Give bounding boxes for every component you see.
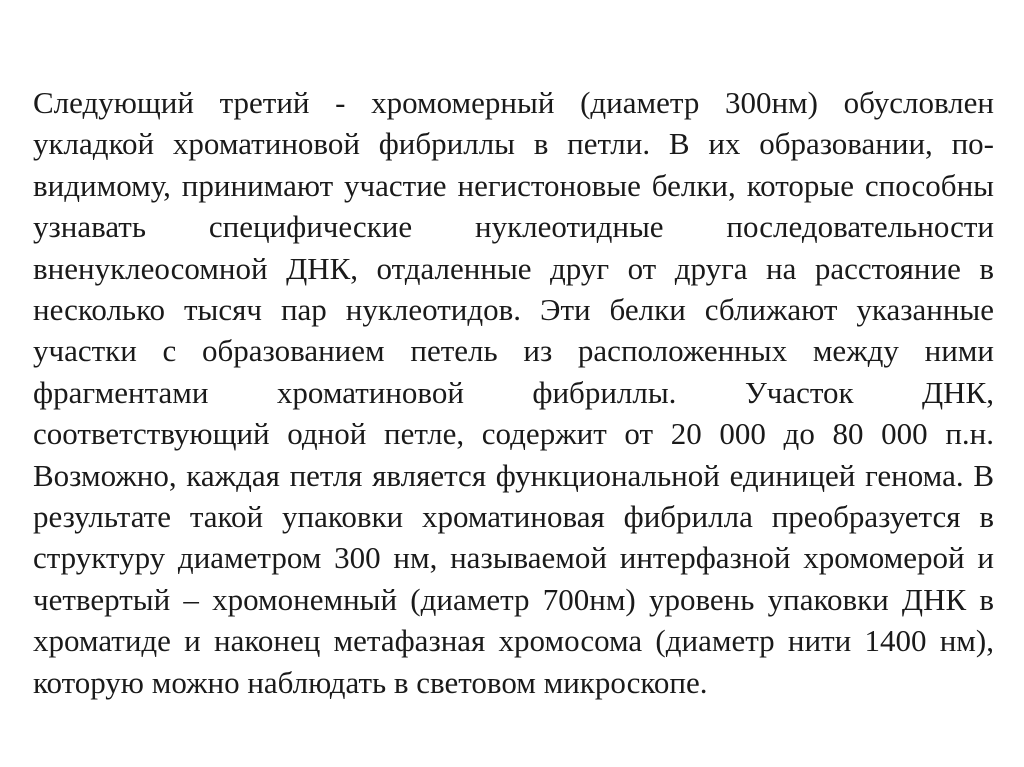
slide-body-text: Следующий третий - хромомерный (диаметр 300нм) обусловлен укладкой хроматиновой фибриллы в петли. В их образовании, по-видимому, принимают участие негистоновые белки, которые способны узнавать специфические нуклеотидные последовательности вненуклеосомной ДНК, отдаленные друг от друга на расстояние в несколько тысяч пар нуклеотидов. Эти белки сближают указанные участки с образованием петель из расположенных между ними фрагментами хроматиновой фибриллы. Участок ДНК, соответствующий одной петле, содержит от 20 000 до 80 000 п.н. Возможно, каждая петля является функциональной единицей генома. В результате такой упаковки хроматиновая фибрилла преобразуется в структуру диаметром 300 нм, называемой интерфазной хромомерой и четвертый – хромонемный (диаметр 700нм) уровень упаковки ДНК в хроматиде и наконец метафазная хромосома (диаметр нити 1400 нм), которую можно наблюдать в световом микроскопе. [33,85,994,700]
